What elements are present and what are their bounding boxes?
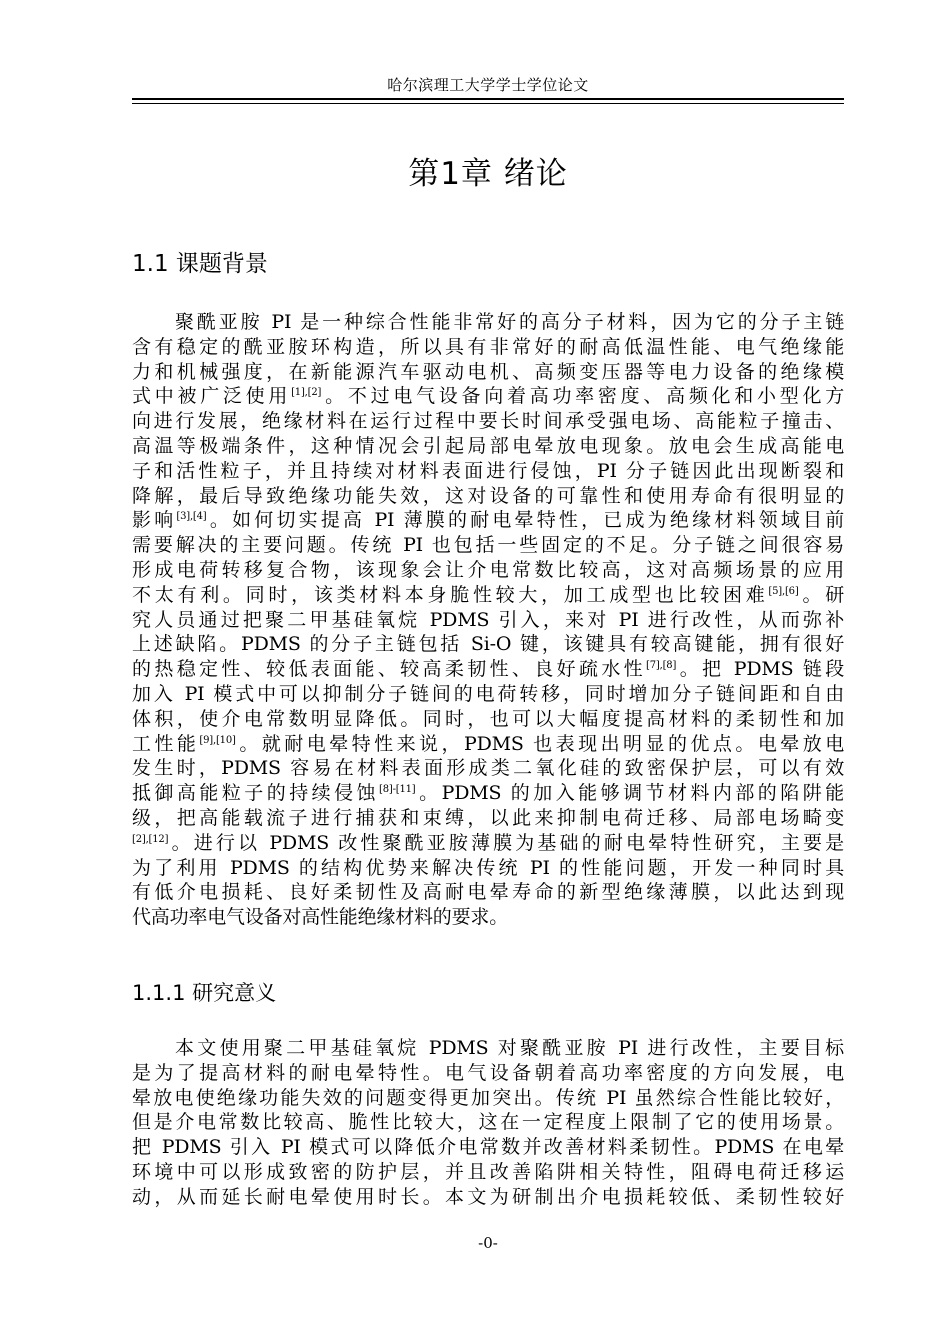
text-line: 上述缺陷。PDMS 的分子主链包括 Si-O 键，该键具有较高键能，拥有很好 — [132, 633, 844, 656]
section-heading-1-1: 1.1 课题背景 — [132, 251, 268, 277]
text-line — [132, 781, 844, 806]
text-line: 是为了提高材料的耐电晕特性。电气设备朝着高功率密度的方向发展，电 — [132, 1061, 844, 1084]
text-line: 需要解决的主要问题。传统 PI 也包括一些固定的不足。分子链之间很容易 — [132, 534, 844, 557]
text-line: 把 PDMS 引入 PI 模式可以降低介电常数并改善材料柔韧性。PDMS 在电晕 — [132, 1136, 844, 1159]
text-line: 聚酰亚胺 PI 是一种综合性能非常好的高分子材料，因为它的分子主链 — [175, 311, 844, 333]
text-run: 。就耐电晕特性来说，PDMS 也表现出明显的优点。电晕放电 — [235, 732, 845, 755]
text-run: 。研 — [798, 583, 844, 606]
citation: [7],[8] — [646, 660, 677, 672]
text-run: 工性能 — [132, 732, 200, 755]
text-line: 含有稳定的酰亚胺环构造，所以具有非常好的耐高低温性能、电气绝缘能 — [132, 335, 844, 358]
text-run: 。进行以 PDMS 改性聚酰亚胺薄膜为基础的耐电晕特性研究，主要是 — [168, 831, 844, 854]
text-run: 影响 — [132, 509, 177, 532]
text-line: 向进行发展，绝缘材料在运行过程中要长时间承受强电场、高能粒子撞击、 — [132, 410, 844, 433]
citation: [5],[6] — [768, 585, 799, 597]
running-header: 哈尔滨理工大学学士学位论文 — [387, 76, 589, 94]
text-run: 式中被广泛使用 — [132, 385, 292, 408]
text-run: 的热稳定性、较低表面能、较高柔韧性、良好疏水性 — [132, 658, 647, 681]
header-rule-thick — [132, 98, 844, 100]
text-run: 。如何切实提高 PI 薄膜的耐电晕特性，已成为绝缘材料领域目前 — [206, 509, 844, 532]
text-line — [132, 583, 844, 608]
text-line: 环境中可以形成致密的防护层，并且改善陷阱相关特性，阻碍电荷迁移运 — [132, 1160, 844, 1183]
text-line: 级，把高能载流子进行捕获和束缚，以此来抑制电荷迁移、局部电场畸变 — [132, 806, 844, 829]
text-line: 为了利用 PDMS 的结构优势来解决传统 PI 的性能问题，开发一种同时具 — [132, 856, 844, 879]
text-line: 动，从而延长耐电晕使用时长。本文为研制出介电损耗较低、柔韧性较好 — [132, 1185, 844, 1208]
text-run: 抵御高能粒子的持续侵蚀 — [132, 782, 380, 805]
text-line: 高温等极端条件，这种情况会引起局部电晕放电现象。放电会生成高能电 — [132, 434, 844, 457]
text-line: 形成电荷转移复合物，该现象会让介电常数比较高，这对高频场景的应用 — [132, 558, 844, 581]
text-line: 究人员通过把聚二甲基硅氧烷 PDMS 引入，来对 PI 进行改性，从而弥补 — [132, 608, 844, 631]
section-heading-1-1-1: 1.1.1 研究意义 — [132, 981, 277, 1005]
text-line: 本文使用聚二甲基硅氧烷 PDMS 对聚酰亚胺 PI 进行改性，主要目标 — [175, 1037, 844, 1059]
text-line: 加入 PI 模式中可以抑制分子链间的电荷转移，同时增加分子链间距和自由 — [132, 682, 844, 705]
text-line: 发生时，PDMS 容易在材料表面形成类二氧化硅的致密保护层，可以有效 — [132, 757, 844, 780]
text-line — [132, 384, 844, 409]
text-run: 。把 PDMS 链段 — [676, 658, 844, 681]
citation: [3],[4] — [176, 511, 207, 523]
page-number: -0- — [478, 1234, 498, 1252]
citation: [8]-[11] — [379, 784, 416, 796]
text-line: 体积，使介电常数明显降低。同时，也可以大幅度提高材料的柔韧性和加 — [132, 707, 844, 730]
citation: [1],[2] — [291, 387, 322, 399]
text-line: 代高功率电气设备对高性能绝缘材料的要求。 — [132, 906, 509, 929]
text-line: 但是介电常数比较高、脆性比较大，这在一定程度上限制了它的使用场景。 — [132, 1111, 844, 1134]
header-rule-thin — [132, 103, 844, 104]
text-line: 有低介电损耗、良好柔韧性及高耐电晕寿命的新型绝缘薄膜，以此达到现 — [132, 881, 844, 904]
text-run: 不太有利。同时，该类材料本身脆性较大，加工成型也比较困难 — [132, 583, 769, 606]
text-run: 。PDMS 的加入能够调节材料内部的陷阱能 — [415, 782, 844, 805]
paragraph-background — [132, 310, 844, 930]
citation: [9],[10] — [199, 734, 236, 746]
citation: [2],[12] — [132, 833, 169, 845]
text-line — [132, 831, 844, 856]
text-line: 降解，最后导致绝缘功能失效，这对设备的可靠性和使用寿命有很明显的 — [132, 484, 844, 507]
text-line: 子和活性粒子，并且持续对材料表面进行侵蚀，PI 分子链因此出现断裂和 — [132, 459, 844, 482]
text-run: 。不过电气设备向着高功率密度、高频化和小型化方 — [321, 385, 844, 408]
text-line — [132, 657, 844, 682]
text-line — [132, 732, 844, 757]
text-line: 晕放电使绝缘功能失效的问题变得更加突出。传统 PI 虽然综合性能比较好， — [132, 1086, 844, 1109]
text-line: 力和机械强度，在新能源汽车驱动电机、高频变压器等电力设备的绝缘模 — [132, 360, 844, 383]
paragraph-significance — [132, 1036, 844, 1210]
text-line — [132, 508, 844, 533]
chapter-title: 第1章 绪论 — [408, 156, 568, 192]
